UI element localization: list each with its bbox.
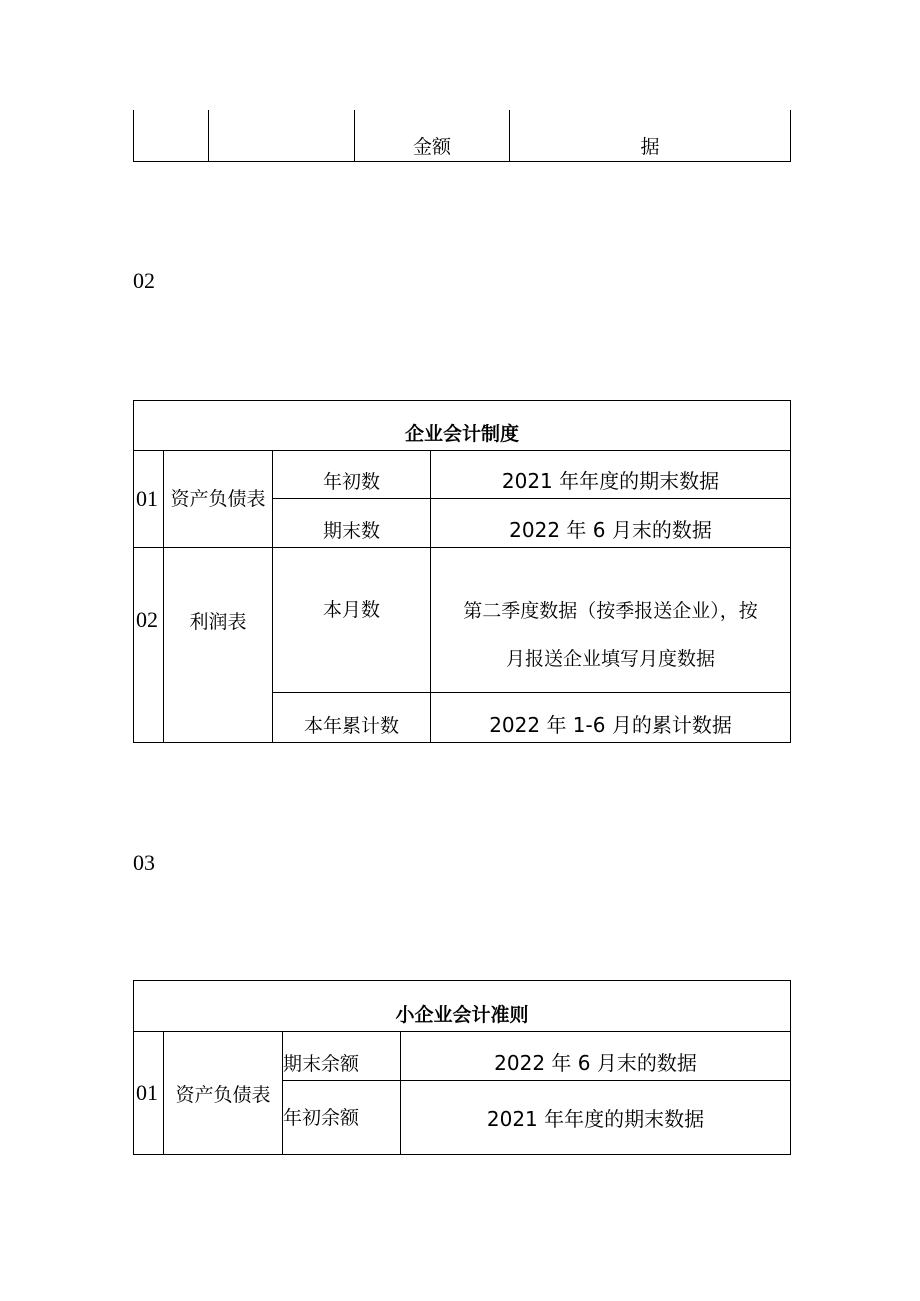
opening-desc: 2021 年年度的期末数据 — [431, 451, 791, 499]
small-enterprise-accounting-table — [133, 980, 791, 1155]
row-index: 02 — [134, 548, 164, 743]
table-title: 小企业会计准则 — [134, 981, 791, 1032]
balance-sheet-label: 资产负债表 — [164, 451, 273, 548]
ytd-desc: 2022 年 1-6 月的累计数据 — [431, 693, 791, 743]
top-partial-table — [133, 110, 791, 162]
current-month-desc-line2: 月报送企业填写月度数据 — [506, 648, 716, 670]
ytd-label: 本年累计数 — [273, 693, 431, 743]
top-cell-data: 据 — [510, 110, 791, 161]
row-index: 01 — [134, 451, 164, 548]
opening-label: 年初数 — [273, 451, 431, 499]
current-month-desc — [431, 548, 791, 693]
opening-balance-label: 年初余额 — [283, 1081, 401, 1155]
section-number-02: 02 — [133, 268, 155, 293]
closing-balance-label: 期末余额 — [283, 1032, 401, 1081]
table-title: 企业会计制度 — [134, 401, 791, 451]
top-cell-amount: 金额 — [355, 110, 510, 161]
top-cell-2 — [209, 110, 355, 161]
current-month-label: 本月数 — [273, 548, 431, 693]
closing-desc: 2022 年 6 月末的数据 — [431, 499, 791, 548]
income-statement-label: 利润表 — [164, 548, 273, 743]
opening-balance-desc: 2021 年年度的期末数据 — [401, 1081, 791, 1155]
enterprise-accounting-table — [133, 400, 791, 743]
current-month-desc-line1: 第二季度数据（按季报送企业），按 — [463, 600, 758, 622]
row-index: 01 — [134, 1032, 164, 1155]
closing-label: 期末数 — [273, 499, 431, 548]
closing-balance-desc: 2022 年 6 月末的数据 — [401, 1032, 791, 1081]
section-number-03: 03 — [133, 850, 155, 875]
balance-sheet-label: 资产负债表 — [164, 1032, 283, 1155]
top-cell-1 — [134, 110, 209, 161]
